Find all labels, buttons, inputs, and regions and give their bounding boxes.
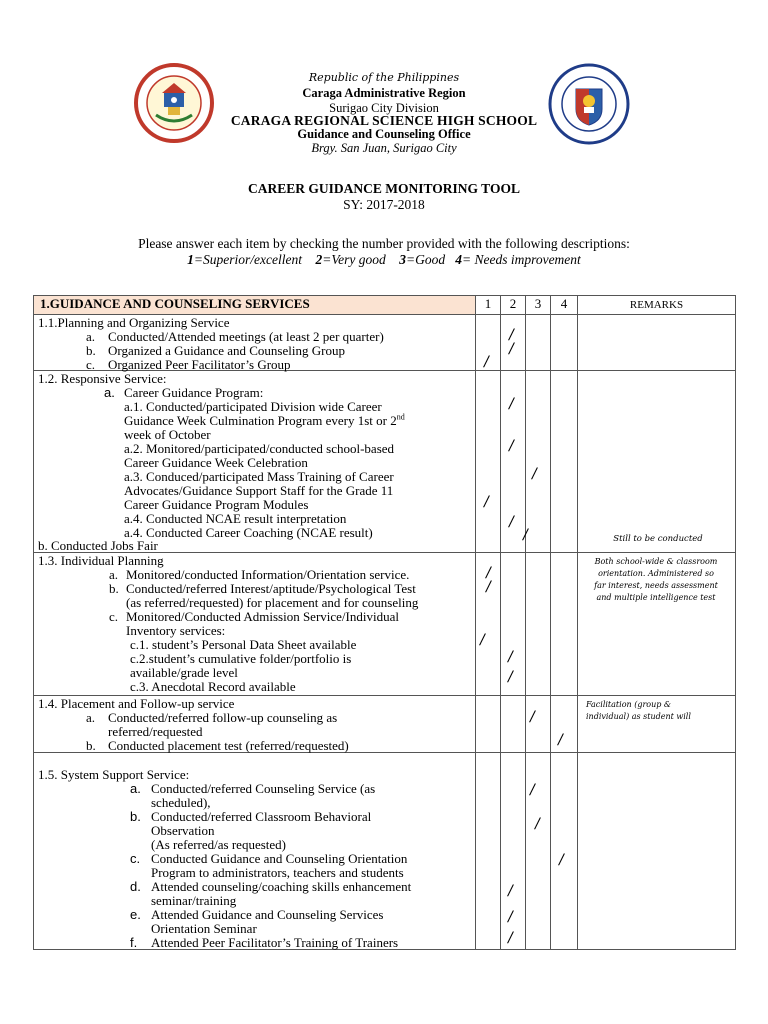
check-mark: / [509, 396, 514, 412]
item-1-2-a2-line2: Career Guidance Week Celebration [124, 455, 308, 470]
item-1-3-b-line2: (as referred/requested) for placement and for counseling [126, 595, 419, 610]
remarks-cell[interactable] [578, 315, 736, 371]
rating-cell-1[interactable] [476, 315, 501, 371]
remarks-cell[interactable] [578, 553, 736, 696]
item-1-5-b-line2: Observation [151, 823, 215, 838]
instructions-text: Please answer each item by checking the number provided with the following descriptions: [138, 236, 630, 251]
office-heading: Guidance and Counseling Office [297, 127, 471, 141]
check-mark: / [486, 565, 491, 581]
table-row-1-2 [34, 371, 736, 553]
item-1-2-a1-sup: nd [396, 412, 405, 422]
item-1-2-a1-line1: a.1. Conducted/participated Division wide Career [124, 399, 382, 414]
remark-1-2: Still to be conducted [613, 534, 703, 544]
item-1-5-e-line2: Orientation Seminar [151, 921, 257, 936]
remarks-header: REMARKS [578, 296, 736, 315]
item-mark: c. [86, 357, 96, 372]
item-1-3-c1: c.1. student’s Personal Data Sheet available [130, 637, 357, 652]
item-1-2-a4b: a.4. Conducted Career Coaching (NCAE result) [124, 525, 373, 540]
item-1-3-c2-line1: c.2.student’s cumulative folder/portfolio is [130, 651, 352, 666]
item-mark: a. [86, 329, 96, 344]
check-mark: / [509, 327, 514, 343]
col-header-2: 2 [501, 296, 526, 315]
deped-seal-logo [548, 63, 630, 150]
rating-cell-1[interactable] [476, 696, 501, 753]
rating-cell-3[interactable] [526, 315, 551, 371]
item-1-1-c: Organized Peer Facilitator’s Group [108, 357, 291, 372]
table-row-1-1 [34, 315, 736, 371]
item-1-5-e-line1: Attended Guidance and Counseling Services [151, 907, 384, 922]
check-mark: / [508, 909, 513, 925]
check-mark: / [508, 883, 513, 899]
check-mark: / [532, 466, 537, 482]
table-row-1-3 [34, 553, 736, 696]
rating-cell-3[interactable] [526, 753, 551, 950]
scale-key-4: 4 [455, 252, 462, 267]
document-title: CAREER GUIDANCE MONITORING TOOL [248, 181, 520, 196]
remarks-cell[interactable] [578, 753, 736, 950]
item-1-3-c3: c.3. Anecdotal Record available [130, 679, 296, 694]
col-header-4: 4 [551, 296, 578, 315]
check-mark: / [484, 354, 489, 370]
item-1-5-c-line1: Conducted Guidance and Counseling Orientation [151, 851, 408, 866]
check-mark: / [509, 341, 514, 357]
item-1-2-b: b. Conducted Jobs Fair [38, 538, 158, 553]
col-header-1: 1 [476, 296, 501, 315]
check-mark: / [509, 438, 514, 454]
item-1-2-a3-line1: a.3. Conduced/participated Mass Training of Career [124, 469, 394, 484]
remarks-cell[interactable] [578, 696, 736, 753]
scale-desc-3: =Good [405, 252, 446, 267]
check-mark: / [508, 669, 513, 685]
scale-desc-2: =Very good [322, 252, 386, 267]
rating-cell-2[interactable] [501, 315, 526, 371]
item-1-4-b: Conducted placement test (referred/requested) [108, 738, 349, 753]
check-mark: / [559, 852, 564, 868]
region-heading: Caraga Administrative Region [302, 86, 466, 100]
item-1-5-b-line1: Conducted/referred Classroom Behavioral [151, 809, 372, 824]
rating-cell-3[interactable] [526, 696, 551, 753]
check-mark: / [508, 930, 513, 946]
remark-1-4: Facilitation (group & individual) as student will [586, 700, 691, 721]
remark-1-3: Both school-wide & classroom orientation. Administered so far interest, needs assessment and multiple intelligence test [594, 557, 718, 602]
scale-desc-1: =Superior/excellent [193, 252, 302, 267]
item-1-2-a1-text: Guidance Week Culmination Program every 1st or 2 [124, 413, 397, 428]
item-mark: f. [130, 935, 138, 950]
item-1-2-a: Career Guidance Program: [124, 385, 264, 400]
check-mark: / [480, 632, 485, 648]
check-mark: / [484, 494, 489, 510]
item-1-2-a4: a.4. Conducted NCAE result interpretation [124, 511, 347, 526]
item-1-2-a1-line2 [124, 414, 405, 428]
division-seal-logo [134, 63, 214, 148]
item-mark: c. [109, 609, 119, 624]
section-1-5-title: 1.5. System Support Service: [38, 767, 190, 782]
item-1-5-c-line2: Program to administrators, teachers and students [151, 865, 404, 880]
item-1-5-a-line1: Conducted/referred Counseling Service (as [151, 781, 376, 796]
school-year: SY: 2017-2018 [343, 197, 425, 212]
rating-cell-4[interactable] [551, 753, 578, 950]
item-mark: b. [130, 809, 141, 824]
item-1-1-a: Conducted/Attended meetings (at least 2 per quarter) [108, 329, 384, 344]
item-1-2-a3-line3: Career Guidance Program Modules [124, 497, 309, 512]
item-1-4-a-line2: referred/requested [108, 724, 203, 739]
address-heading: Brgy. San Juan, Surigao City [311, 141, 457, 155]
item-1-1-b: Organized a Guidance and Counseling Group [108, 343, 345, 358]
check-mark: / [535, 816, 540, 832]
rating-cell-1[interactable] [476, 553, 501, 696]
item-mark: e. [130, 907, 141, 922]
item-1-3-c-line1: Monitored/Conducted Admission Service/Individual [126, 609, 399, 624]
section-1-1-title: 1.1.Planning and Organizing Service [38, 315, 230, 330]
republic-heading: Republic of the Philippines [308, 71, 460, 84]
rating-scale [0, 252, 768, 268]
item-1-3-c-line2: Inventory services: [126, 623, 226, 638]
table-row-1-5 [34, 753, 736, 950]
section-1-4-title: 1.4. Placement and Follow-up service [38, 696, 235, 711]
scale-key-2: 2 [315, 252, 323, 267]
school-heading: CARAGA REGIONAL SCIENCE HIGH SCHOOL [230, 113, 538, 128]
division-heading: Surigao City Division [329, 101, 439, 115]
table-header-row [34, 296, 736, 315]
rating-cell-1[interactable] [476, 371, 501, 553]
item-cell-1-2 [34, 371, 476, 553]
check-mark: / [486, 579, 491, 595]
rating-cell-1[interactable] [476, 753, 501, 950]
item-mark: d. [130, 879, 141, 894]
table-row-1-4 [34, 696, 736, 753]
scale-key-3: 3 [399, 252, 406, 267]
scale-key-1: 1 [187, 252, 194, 267]
rating-cell-2[interactable] [501, 553, 526, 696]
check-mark: / [509, 514, 514, 530]
item-1-2-a3-line2: Advocates/Guidance Support Staff for the Grade 11 [124, 483, 394, 498]
rating-cell-4[interactable] [551, 371, 578, 553]
item-1-5-d-line2: seminar/training [151, 893, 237, 908]
item-mark: a. [109, 567, 119, 582]
remarks-cell[interactable] [578, 371, 736, 553]
item-mark: a. [86, 710, 96, 725]
scale-desc-4: = Needs improvement [461, 252, 581, 267]
item-1-3-a: Monitored/conducted Information/Orientation service. [126, 567, 410, 582]
item-1-2-a1-line3: week of October [124, 427, 211, 442]
check-mark: / [530, 709, 535, 725]
rating-cell-2[interactable] [501, 696, 526, 753]
item-cell-1-3 [34, 553, 476, 696]
section-1-2-title: 1.2. Responsive Service: [38, 371, 167, 386]
check-mark: / [530, 782, 535, 798]
item-1-3-c2-line2: available/grade level [130, 665, 238, 680]
item-1-3-b-line1: Conducted/referred Interest/aptitude/Psychological Test [126, 581, 416, 596]
item-mark: b. [86, 738, 96, 753]
item-1-2-a2-line1: a.2. Monitored/participated/conducted school-based [124, 441, 395, 456]
item-cell-1-4 [34, 696, 476, 753]
col-header-3: 3 [526, 296, 551, 315]
item-cell-1-5 [34, 753, 476, 950]
check-mark: / [508, 649, 513, 665]
check-mark: / [523, 527, 528, 543]
item-mark: a. [104, 385, 115, 400]
item-1-5-f: Attended Peer Facilitator’s Training of Trainers [151, 935, 399, 950]
item-cell-1-1 [34, 315, 476, 371]
rating-cell-4[interactable] [551, 696, 578, 753]
monitoring-table [33, 295, 736, 950]
check-mark: / [558, 732, 563, 748]
section-heading: 1.GUIDANCE AND COUNSELING SERVICES [34, 296, 476, 315]
item-1-5-b-line3: (As referred/as requested) [151, 837, 286, 852]
rating-cell-4[interactable] [551, 553, 578, 696]
item-mark: a. [130, 781, 141, 796]
rating-cell-2[interactable] [501, 371, 526, 553]
section-1-3-title: 1.3. Individual Planning [38, 553, 164, 568]
item-mark: c. [130, 851, 141, 866]
item-mark: b. [86, 343, 96, 358]
item-1-4-a-line1: Conducted/referred follow-up counseling as [108, 710, 338, 725]
rating-cell-4[interactable] [551, 315, 578, 371]
item-mark: b. [109, 581, 119, 596]
item-1-5-a-line2: scheduled), [151, 795, 211, 810]
rating-cell-2[interactable] [501, 753, 526, 950]
rating-cell-3[interactable] [526, 371, 551, 553]
item-1-5-d-line1: Attended counseling/coaching skills enhancement [151, 879, 412, 894]
rating-cell-3[interactable] [526, 553, 551, 696]
